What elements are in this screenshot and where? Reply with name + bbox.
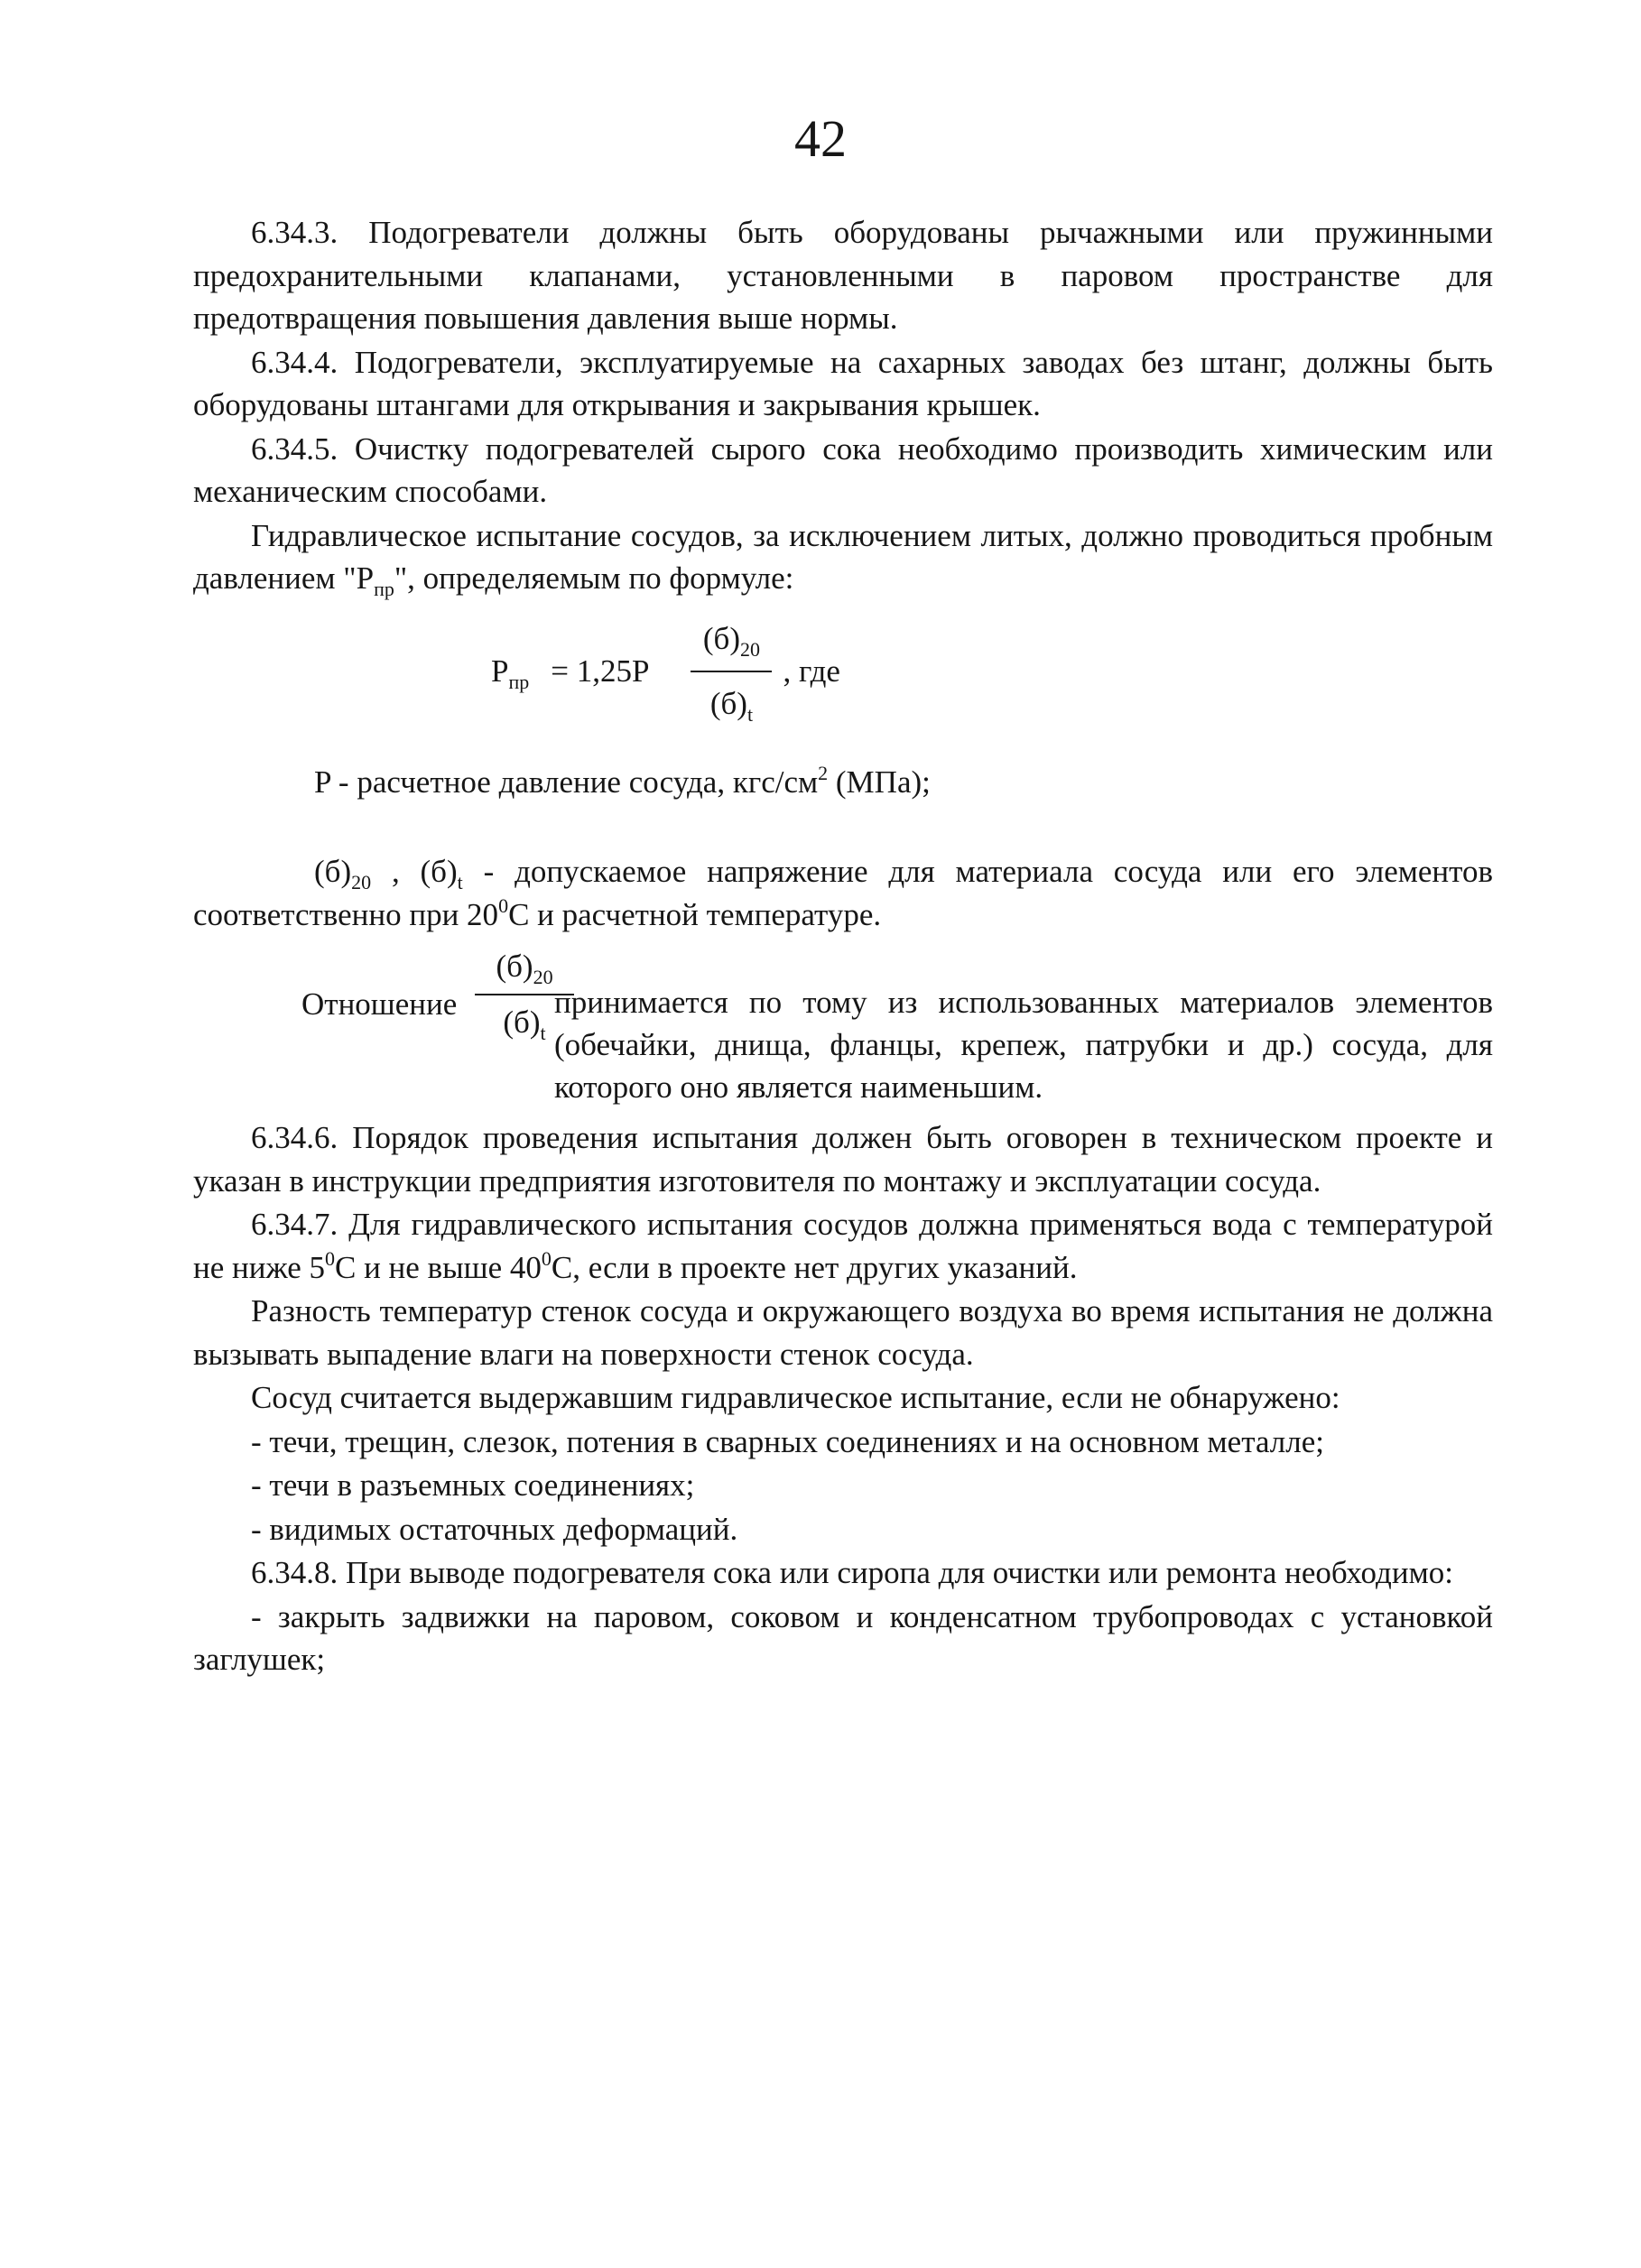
ratio-denominator: $(б)_t$ (503, 1004, 546, 1044)
ratio-text: принимается по тому из использованных материалов элементов (обечайки, днища, фланцы, крепеж, патрубки и др.) сосуда, для которого оно является наименьшим. (554, 985, 1493, 1105)
fraction-bar (691, 671, 772, 672)
paragraph-6-34-3: 6.34.3. Подогреватели должны быть оборудованы рычажными или пружинными предохранительными клапанами, установленными в паровом пространстве для предотвращения повышения давления выше нормы. (193, 215, 1493, 336)
formula-denominator: $(б)_t$ (709, 685, 754, 726)
formula-numerator: $(б)_{20}$ (702, 620, 761, 661)
p-definition: P - расчетное давление сосуда, кгс/$см^2$ (МПа); (314, 761, 931, 800)
formula-tail: , где (783, 653, 840, 689)
acceptance-paragraph: Сосуд считается выдержавшим гидравлическое испытание, если не обнаружено: (251, 1380, 1340, 1415)
paragraph-6-34-4: 6.34.4. Подогреватели, эксплуатируемые на сахарных заводах без штанг, должны быть оборудованы штангами для открывания и закрывания крышек. (193, 344, 1493, 422)
formula-equals: = 1,25P (551, 653, 650, 689)
ratio-numerator: $(б)_{20}$ (496, 949, 553, 988)
formula-lhs: $P_{пр}$ (491, 653, 530, 693)
paragraph-6-34-8: 6.34.8. При выводе подогревателя сока или сиропа для очистки или ремонта необходимо: (251, 1555, 1453, 1590)
list-item: - закрыть задвижки на паровом, соковом и конденсатном трубопроводах с установкой заглушек; (193, 1598, 1493, 1677)
list-item: - течи, трещин, слезок, потения в сварных соединениях и на основном металле; (251, 1423, 1324, 1459)
hydro-test-text-end: ", определяемым по формуле: (394, 560, 794, 596)
sigma-definition: $(б)_{20}$ , $(б)_t$ - допускаемое напряжение для материала сосуда или его элементов соответственно при $20^0С$ и расчетной температуре. (193, 854, 1494, 932)
document-body (193, 211, 1493, 1681)
list-item: - видимых остаточных деформаций. (251, 1511, 738, 1547)
paragraph-6-34-6: 6.34.6. Порядок проведения испытания должен быть оговорен в техническом проекте и указан в инструкции предприятия изготовителя по монтажу и эксплуатации сосуда. (193, 1120, 1493, 1199)
hydro-test-subscript: пр (374, 578, 394, 600)
hydro-test-paragraph (193, 514, 1493, 600)
ratio-block (193, 945, 1493, 1116)
formula-fraction (691, 618, 772, 725)
temperature-difference-paragraph: Разность температур стенок сосуда и окружающего воздуха во время испытания не должна вызывать выпадение влаги на поверхности стенок сосуда. (193, 1293, 1493, 1372)
ratio-label: Отношение (301, 986, 458, 1022)
ratio-fraction-bar (475, 994, 574, 995)
hydro-test-text: Гидравлическое испытание сосудов, за исключением литых, должно проводиться пробным давлением "P (193, 517, 1493, 596)
list-item: - течи в разъемных соединениях; (251, 1467, 695, 1503)
page-number: 42 (794, 109, 847, 168)
paragraph-6-34-7: 6.34.7. Для гидравлического испытания сосудов должна применяться вода с температурой не ниже $5^0С$ и не выше $40^0С$, если в проекте нет других указаний. (193, 1207, 1493, 1285)
test-pressure-formula (193, 600, 1493, 743)
paragraph-6-34-5: 6.34.5. Очистку подогревателей сырого сока необходимо производить химическим или механическим способами. (193, 430, 1493, 509)
ratio-fraction (475, 945, 574, 1043)
